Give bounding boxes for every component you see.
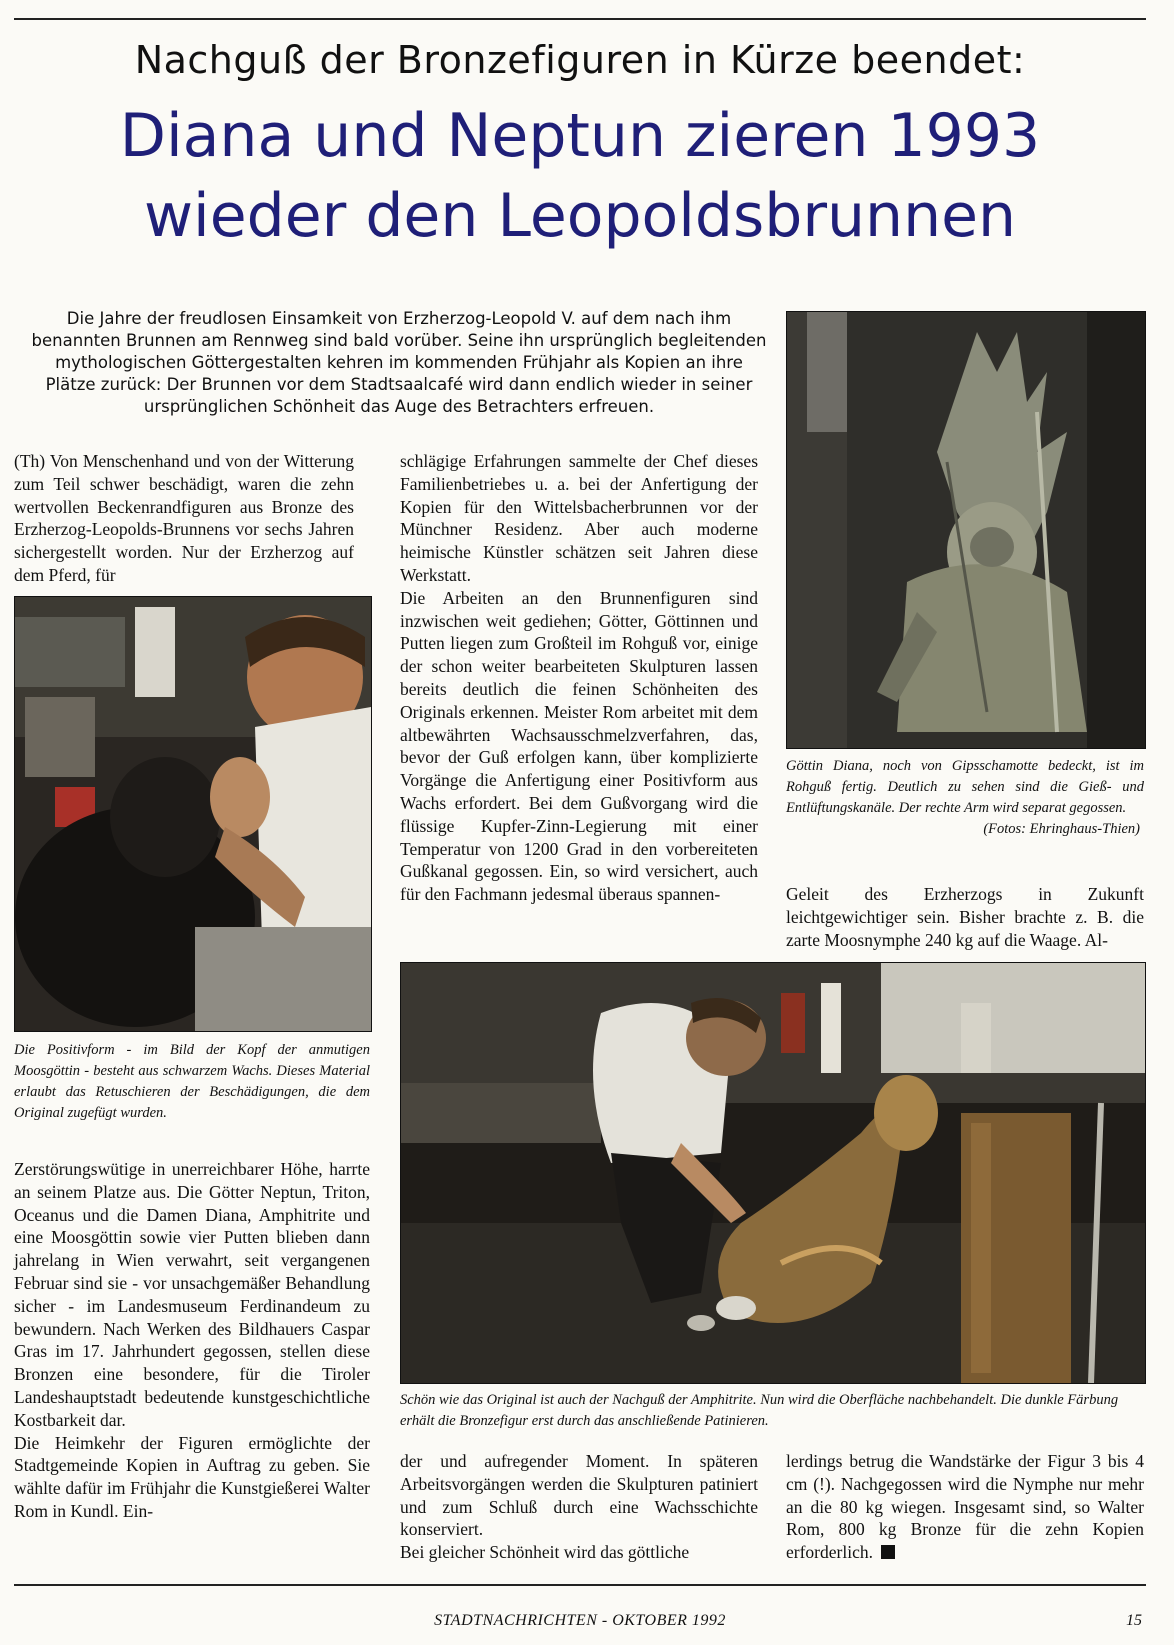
paragraph: Zerstörungswütige in unerreichbarer Höhe, harrte an seinem Platze aus. Die Götter Neptun, Triton, Oceanus und die Damen Diana, Amphitrite und eine Moosgöttin sowie vier Putten blieben dann jahrelang in Wien verwahrt, seit vergangenen Februar sind sie - vor unsachgemäßer Behandlung sicher - im Landesmuseum Ferdinandeum zu bewundern. Nach Werken des Bildhauers Caspar Gras im 17. Jahrhundert gegossen, stellen diese Bronzen eine besondere, für die Tiroler Landeshauptstadt bedeutende kunstgeschichtliche Kostbarkeit dar.: [14, 1159, 370, 1430]
caption-wax-head: Die Positivform - im Bild der Kopf der anmutigen Moosgöttin - besteht aus schwarzem Wachs. Dieses Material erlaubt das Retuschieren der Beschädigungen, die dem Original zugefügt wurden.: [14, 1042, 370, 1121]
paragraph: schlägige Erfahrungen sammelte der Chef dieses Familienbetriebes u. a. bei der Anfertigung der Kopien für den Wittelsbacherbrunnen vor der Münchner Residenz. Aber auch moderne heimische Künstler schätzen seit Jahren diese Werkstatt.: [400, 451, 758, 585]
page-title: [14, 96, 1146, 256]
headline-line-1: Diana und Neptun zieren 1993: [119, 101, 1041, 171]
column-2-top: [400, 450, 758, 906]
caption-amphitrite: Schön wie das Original ist auch der Nachguß der Amphitrite. Nun wird die Oberfläche nachbehandelt. Die dunkle Färbung erhält die Bronzefigur erst durch das anschließende Patinieren.: [400, 1392, 1119, 1429]
publication-title: STADTNACHRICHTEN - OKTOBER 1992: [434, 1612, 726, 1629]
paragraph: lerdings betrug die Wandstärke der Figur 3 bis 4 cm (!). Nachgegossen wird die Nymphe nur mehr an die 80 kg wiegen. Insgesamt sind, so Walter Rom, 800 kg Bronze für die zehn Kopien erforderlich.: [786, 1451, 1144, 1563]
column-3-bottom: [786, 1450, 1144, 1564]
lead-paragraph: Die Jahre der freudlosen Einsamkeit von Erzherzog-Leopold V. auf dem nach ihm benannten Brunnen am Rennweg sind bald vorüber. Seine ihn ursprünglich begleitenden mythologischen Göttergestalten kehren im kommenden Frühjahr als Kopien an ihre Plätze zurück: Der Brunnen vor dem Stadtsaalcafé wird dann endlich wieder in seiner ursprünglichen Schönheit das Auge des Betrachters erfreuen.: [31, 309, 767, 416]
paragraph: Geleit des Erzherzogs in Zukunft leichtgewichtiger sein. Bisher brachte z. B. die zarte Moosnymphe 240 kg auf die Waage. Al-: [786, 884, 1144, 950]
photo-amphitrite-image: [401, 963, 1145, 1383]
bottom-rule: [14, 1584, 1146, 1586]
paragraph: (Th) Von Menschenhand und von der Witterung zum Teil schwer beschädigt, waren die zehn wertvollen Beckenrandfiguren aus Bronze des Erzherzog-Leopolds-Brunnens vor sechs Jahren sichergestellt worden. Nur der Erzherzog auf dem Pferd, für: [14, 451, 354, 585]
caption-diana: Göttin Diana, noch von Gipsschamotte bedeckt, ist im Rohguß fertig. Deutlich zu sehen sind die Gieß- und Entlüftungskanäle. Der rechte Arm wird separat gegossen. (Fotos: Ehringhaus-Thien): [786, 758, 1144, 837]
column-1-bottom: [14, 1158, 370, 1523]
top-rule: [14, 18, 1146, 20]
column-1-top: [14, 450, 354, 587]
photo-diana-image: [787, 312, 1145, 748]
page-number: 15: [1126, 1612, 1142, 1629]
photo-wax-head: [14, 596, 372, 1032]
end-of-article-mark: [881, 1545, 895, 1559]
kicker-headline: Nachguß der Bronzefiguren in Kürze beendet:: [134, 38, 1026, 82]
paragraph: Die Heimkehr der Figuren ermöglichte der Stadtgemeinde Kopien in Auftrag zu geben. Sie wählte dafür im Frühjahr die Kunstgießerei Walter Rom in Kundl. Ein-: [14, 1432, 370, 1521]
column-3-middle: [786, 883, 1144, 951]
column-2-bottom: [400, 1450, 758, 1564]
headline-line-2: wieder den Leopoldsbrunnen: [143, 181, 1017, 251]
paragraph: Bei gleicher Schönheit wird das göttliche: [400, 1542, 690, 1563]
photo-wax-head-image: [15, 597, 371, 1031]
photo-amphitrite: [400, 962, 1146, 1384]
photo-diana-rough-cast: [786, 311, 1146, 749]
paragraph: Die Arbeiten an den Brunnenfiguren sind inzwischen weit gediehen; Götter, Göttinnen und Putten liegen zum Großteil im Rohguß vor, einige der schon weiter bearbeiteten Skulpturen lassen bereits deutlich die feinen Schönheiten des Originals erkennen. Meister Rom arbeitet mit dem altbewährten Wachsausschmelzverfahren, das, bevor der Guß erfolgen kann, über komplizierte Vorgänge die Anfertigung einer Positivform aus Wachs erfordert. Bei dem Gußvorgang wird die flüssige Kupfer-Zinn-Legierung mit einer Temperatur von 1200 Grad in den vorbereiteten Gußkanal gegossen. Ein, so wird versichert, auch für den Fachmann jedesmal überaus spannen-: [400, 587, 758, 905]
paragraph: der und aufregender Moment. In späteren Arbeitsvorgängen werden die Skulpturen patiniert und zum Schluß durch eine Wachsschichte konserviert.: [400, 1451, 758, 1540]
